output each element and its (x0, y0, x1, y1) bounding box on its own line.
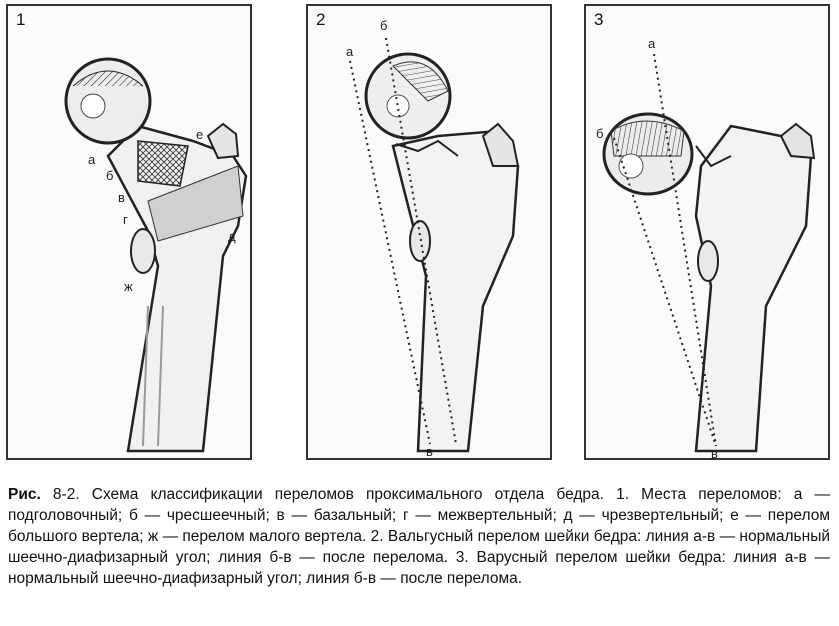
label-b: б (596, 126, 604, 141)
panel-number: 3 (594, 10, 604, 29)
panel-number: 1 (16, 10, 26, 29)
label-b: б (380, 18, 388, 33)
femur-illustration-1 (8, 6, 254, 462)
panel-valgus-fracture (306, 4, 552, 460)
label-e: е (196, 127, 204, 142)
label-v: в (711, 446, 718, 461)
panel-varus-fracture (584, 4, 830, 460)
femur-illustration-3 (586, 6, 832, 462)
lesser-trochanter (698, 241, 718, 281)
lesser-trochanter (131, 229, 155, 273)
label-a: а (88, 152, 96, 167)
femur-illustration-2 (308, 6, 554, 462)
label-a: а (648, 36, 656, 51)
panel-fracture-sites (6, 4, 252, 460)
label-a: а (346, 44, 354, 59)
caption-text: 8-2. Схема классификации переломов проксимального отдела бедра. 1. Места переломов: а — подголовочный; б — чресшеечный; в — базальный; г — межвертельный; д — чрезвертельный; е — перелом большого вертела; ж — перелом малого вертела. 2. Вальгусный перелом шейки бедра: линия а-в — нормальный шеечно-диафизарный угол; линия б-в — после перелома. 3. Варусный перелом шейки бедра: линия а-в — нормальный шеечно-диафизарный угол; линия б-в — после перелома. (8, 486, 830, 587)
label-v: в (118, 190, 125, 205)
panel-number: 2 (316, 10, 326, 29)
caption-prefix: Рис. (8, 486, 41, 503)
label-v: в (426, 444, 433, 459)
label-d: д (228, 229, 236, 244)
label-b: б (106, 168, 114, 183)
label-zh: ж (124, 279, 133, 294)
femur-outline (393, 131, 518, 451)
femur-outline (696, 126, 811, 451)
label-g: г (123, 212, 128, 227)
neck-band (138, 141, 188, 186)
figure-caption (8, 484, 830, 589)
